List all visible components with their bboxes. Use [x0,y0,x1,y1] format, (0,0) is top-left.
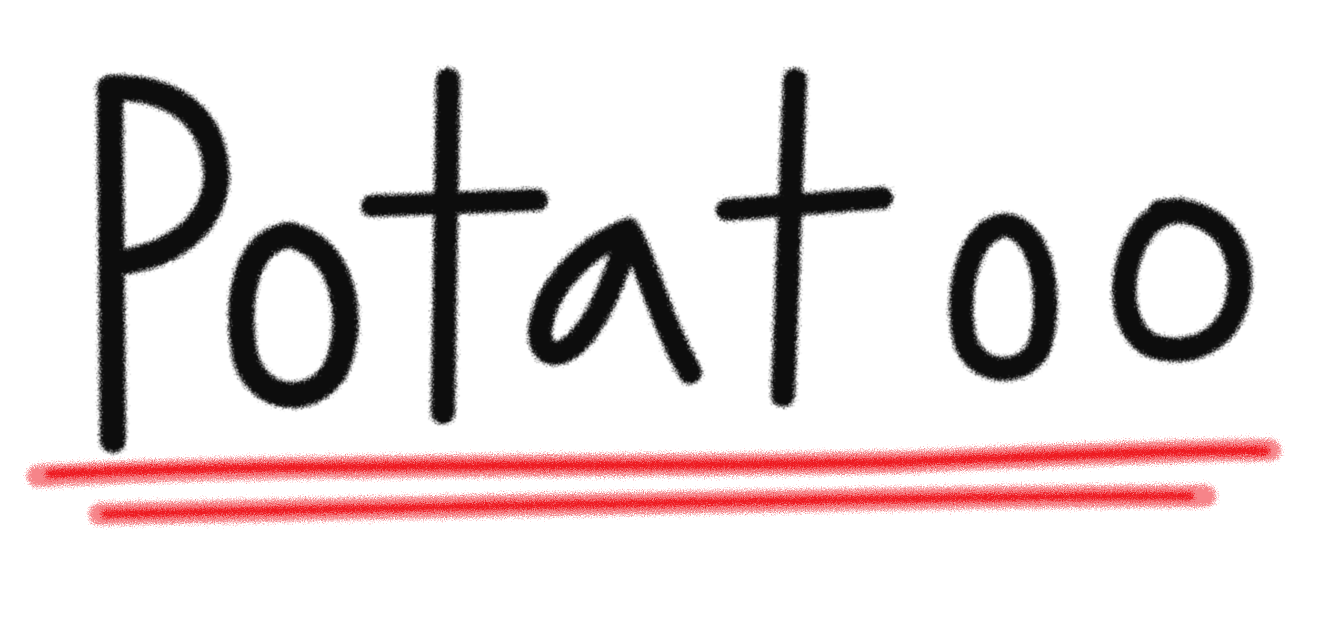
letter-a [540,230,690,372]
handwritten-word [110,80,1240,440]
letter-p [110,88,216,440]
letter-t-1-stem [443,80,448,412]
letter-o-2 [961,225,1045,369]
letter-t-1-bar [372,200,537,206]
letter-t-2-bar [727,198,882,210]
letter-o-3 [1124,210,1240,350]
letter-o-1 [241,235,345,395]
letter-t-2-stem [783,80,795,395]
double-underline [38,450,1270,514]
